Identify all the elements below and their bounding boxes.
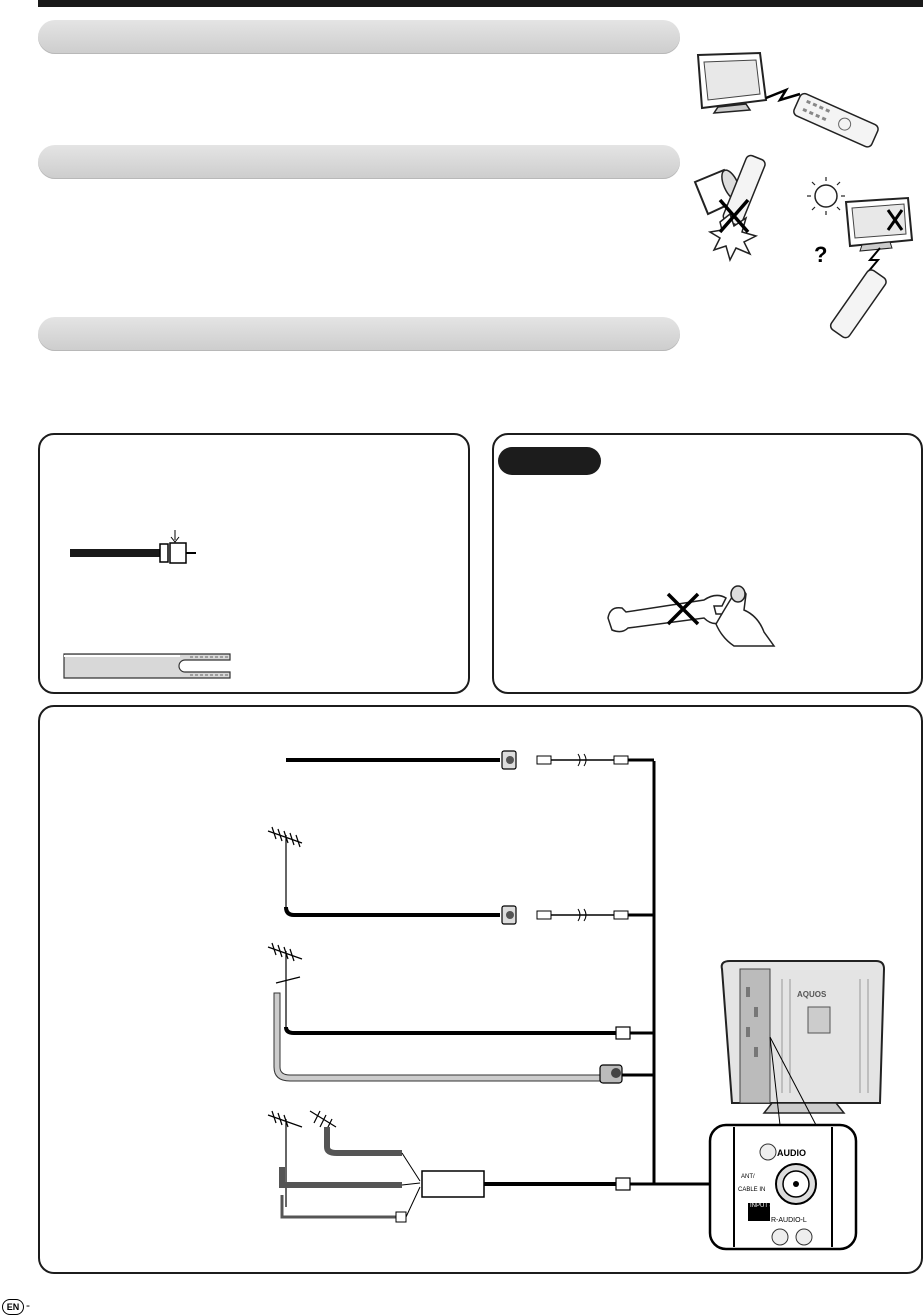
input-label: INPUT 8 [750,1203,773,1209]
twin-lead-cable-illustration [60,646,240,686]
section-header-1 [38,20,680,54]
antenna-connection-diagram [40,707,920,1269]
antenna-outlet-row [268,827,654,924]
wrench-warning-illustration [604,580,784,650]
svg-text:?: ? [814,242,828,267]
r-audio-l-label: R-AUDIO-L [771,1217,807,1224]
caution-badge [498,447,601,475]
section-header-3 [38,317,680,351]
tv-rear-illustration [722,961,884,1125]
header-bar [38,0,923,7]
sunlight-warning-illustration [800,172,920,342]
coaxial-cable-illustration [60,530,210,570]
connector-zoom [710,1125,856,1249]
vhf-uhf-antenna-row [268,943,654,1083]
audio-label: AUDIO [777,1148,806,1158]
page-number-dash: - [26,1298,30,1312]
cable-tv-row [286,751,654,769]
tv-brand-label: AQUOS [797,990,827,999]
cable-in-label: CABLE IN [738,1187,766,1193]
section-header-2 [38,145,680,179]
tv-remote-illustration [690,50,890,160]
language-mark: EN [2,1299,24,1315]
water-warning-illustration [690,152,790,262]
ant-label: ANT/ [741,1174,755,1180]
